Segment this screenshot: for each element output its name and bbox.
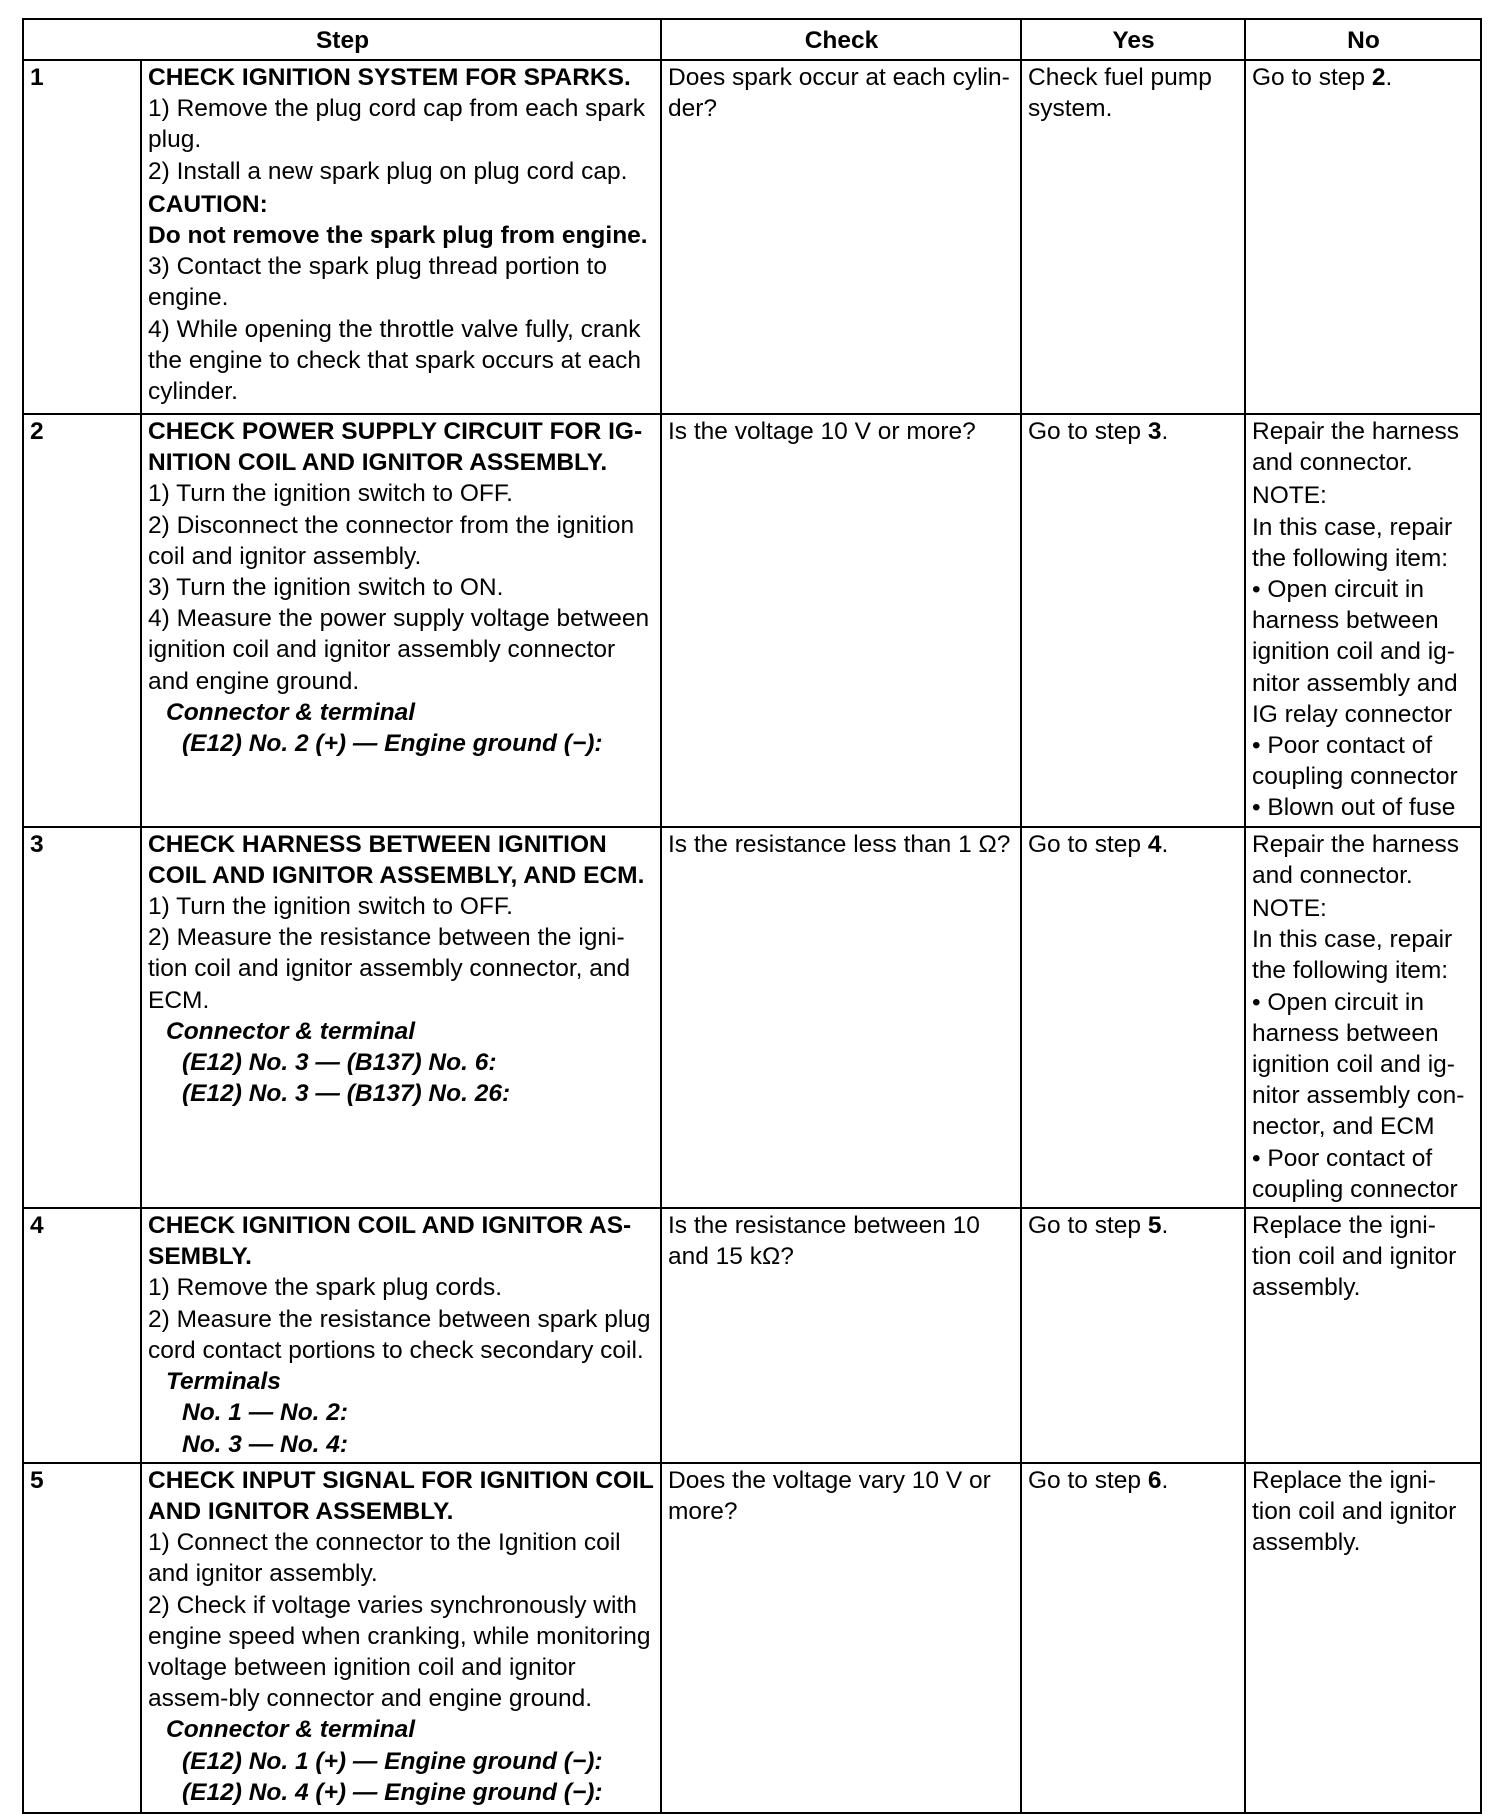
step-item: 3) Turn the ignition switch to ON. xyxy=(148,574,504,602)
step-title: CHECK IGNITION COIL AND IGNITOR AS-SEMBLY. xyxy=(148,1212,632,1271)
step-number: 5 xyxy=(23,1463,141,1813)
no-step-ref: 2 xyxy=(1371,64,1386,91)
yes-answer xyxy=(1021,1208,1245,1463)
yes-answer xyxy=(1021,827,1245,1208)
yes-prefix: Go to step xyxy=(1028,830,1148,858)
yes-answer xyxy=(1021,414,1245,827)
step-item: 1) Remove the spark plug cords. xyxy=(148,1274,503,1302)
no-answer xyxy=(1245,414,1481,827)
step-number: 3 xyxy=(23,827,141,1208)
note-text: In this case, repair the following item: xyxy=(1252,926,1453,985)
connector-terminal-line: (E12) No. 4 (+) — Engine ground (−): xyxy=(182,1778,603,1806)
table-row xyxy=(23,414,1481,827)
terminal-line: No. 3 — No. 4: xyxy=(182,1430,349,1458)
yes-suffix: . xyxy=(1161,1466,1169,1494)
yes-suffix: . xyxy=(1161,1212,1169,1240)
step-item: 2) Check if voltage varies synchronously with engine speed when cranking, while monitoring voltage between ignition coil and ignitor assem-bly connector and engine ground. xyxy=(148,1591,651,1713)
step-title: CHECK POWER SUPPLY CIRCUIT FOR IG-NITION COIL AND IGNITOR ASSEMBLY. xyxy=(148,418,643,477)
terminals-heading: Terminals xyxy=(166,1368,281,1396)
header-no: No xyxy=(1245,19,1481,60)
step-title: CHECK IGNITION SYSTEM FOR SPARKS. xyxy=(148,64,631,91)
step-description xyxy=(141,1463,661,1813)
header-step: Step xyxy=(23,19,661,60)
connector-terminal-heading: Connector & terminal xyxy=(166,1017,416,1045)
yes-step-ref: 6 xyxy=(1147,1466,1162,1494)
note-bullet: • Poor contact of coupling connector xyxy=(1252,732,1458,791)
table-row xyxy=(23,60,1481,414)
step-number: 4 xyxy=(23,1208,141,1463)
step-item: 1) Turn the ignition switch to OFF. xyxy=(148,893,513,921)
note-bullet: • Poor contact of coupling connector xyxy=(1252,1144,1458,1203)
no-prefix: Go to step xyxy=(1252,64,1372,91)
check-question: Does the voltage vary 10 V or more? xyxy=(661,1463,1021,1813)
yes-suffix: . xyxy=(1161,418,1169,445)
connector-terminal-line: (E12) No. 3 — (B137) No. 26: xyxy=(182,1080,511,1108)
connector-terminal-heading: Connector & terminal xyxy=(166,1716,416,1744)
step-item: 2) Measure the resistance between spark plug cord contact portions to check secondary coil. xyxy=(148,1305,651,1364)
yes-suffix: . xyxy=(1161,830,1169,858)
yes-prefix: Go to step xyxy=(1028,1212,1148,1240)
step-description xyxy=(141,60,661,414)
note-bullet: • Blown out of fuse xyxy=(1252,794,1456,822)
check-question: Is the voltage 10 V or more? xyxy=(661,414,1021,827)
table-row xyxy=(23,1208,1481,1463)
connector-terminal-line: (E12) No. 1 (+) — Engine ground (−): xyxy=(182,1747,603,1775)
note-bullet: • Open circuit in harness between ignition coil and ig-nitor assembly con-nector, and ECM xyxy=(1252,988,1465,1141)
step-description xyxy=(141,827,661,1208)
no-main: Repair the harness and connector. xyxy=(1252,830,1460,889)
step-item: 4) Measure the power supply voltage between ignition coil and ignitor assembly connector and engine ground. xyxy=(148,605,650,695)
step-description xyxy=(141,1208,661,1463)
step-number: 1 xyxy=(23,60,141,414)
connector-terminal-line: (E12) No. 2 (+) — Engine ground (−): xyxy=(182,730,603,758)
diagnostic-table xyxy=(22,18,1482,1814)
step-description xyxy=(141,414,661,827)
yes-step-ref: 4 xyxy=(1147,830,1162,858)
terminal-line: No. 1 — No. 2: xyxy=(182,1399,349,1427)
yes-step-ref: 3 xyxy=(1147,418,1162,445)
header-row xyxy=(23,19,1481,60)
step-number: 2 xyxy=(23,414,141,827)
check-question: Is the resistance less than 1 Ω? xyxy=(661,827,1021,1208)
connector-terminal-line: (E12) No. 3 — (B137) No. 6: xyxy=(182,1049,497,1077)
no-main: Repair the harness and connector. xyxy=(1252,418,1460,477)
connector-terminal-heading: Connector & terminal xyxy=(166,698,416,726)
no-answer: Replace the igni-tion coil and ignitor assembly. xyxy=(1245,1463,1481,1813)
table-row xyxy=(23,1463,1481,1813)
check-question: Is the resistance between 10 and 15 kΩ? xyxy=(661,1208,1021,1463)
step-title: CHECK HARNESS BETWEEN IGNITION COIL AND IGNITOR ASSEMBLY, AND ECM. xyxy=(148,830,645,889)
no-suffix: . xyxy=(1385,64,1393,91)
yes-prefix: Go to step xyxy=(1028,418,1148,445)
step-item: 1) Remove the plug cord cap from each spark plug. xyxy=(148,95,646,154)
step-item: 4) While opening the throttle valve fully, crank the engine to check that spark occurs at each cylinder. xyxy=(148,315,642,406)
yes-prefix: Go to step xyxy=(1028,1466,1148,1494)
note-label: NOTE: xyxy=(1252,482,1327,510)
yes-step-ref: 5 xyxy=(1147,1212,1162,1240)
note-label: NOTE: xyxy=(1252,895,1327,923)
header-yes: Yes xyxy=(1021,19,1245,60)
note-bullet: • Open circuit in harness between ignition coil and ig-nitor assembly and IG relay connector xyxy=(1252,576,1458,728)
step-item: 2) Install a new spark plug on plug cord cap. xyxy=(148,157,628,185)
check-question: Does spark occur at each cylin-der? xyxy=(661,60,1021,414)
step-item: 3) Contact the spark plug thread portion to engine. xyxy=(148,253,607,312)
step-item: 2) Disconnect the connector from the ignition coil and ignitor assembly. xyxy=(148,511,635,570)
no-answer xyxy=(1245,60,1481,414)
yes-answer xyxy=(1021,1463,1245,1813)
step-item: 1) Connect the connector to the Ignition coil and ignitor assembly. xyxy=(148,1529,621,1588)
note-text: In this case, repair the following item: xyxy=(1252,513,1453,572)
header-check: Check xyxy=(661,19,1021,60)
no-answer: Replace the igni-tion coil and ignitor assembly. xyxy=(1245,1208,1481,1463)
no-answer xyxy=(1245,827,1481,1208)
step-title: CHECK INPUT SIGNAL FOR IGNITION COIL AND IGNITOR ASSEMBLY. xyxy=(148,1466,654,1525)
table-row xyxy=(23,827,1481,1208)
caution-label: CAUTION: xyxy=(148,190,268,218)
caution-text: Do not remove the spark plug from engine. xyxy=(148,222,648,250)
yes-answer: Check fuel pump system. xyxy=(1021,60,1245,414)
step-item: 1) Turn the ignition switch to OFF. xyxy=(148,480,513,508)
step-item: 2) Measure the resistance between the igni-tion coil and ignitor assembly connector, and ECM. xyxy=(148,924,631,1014)
